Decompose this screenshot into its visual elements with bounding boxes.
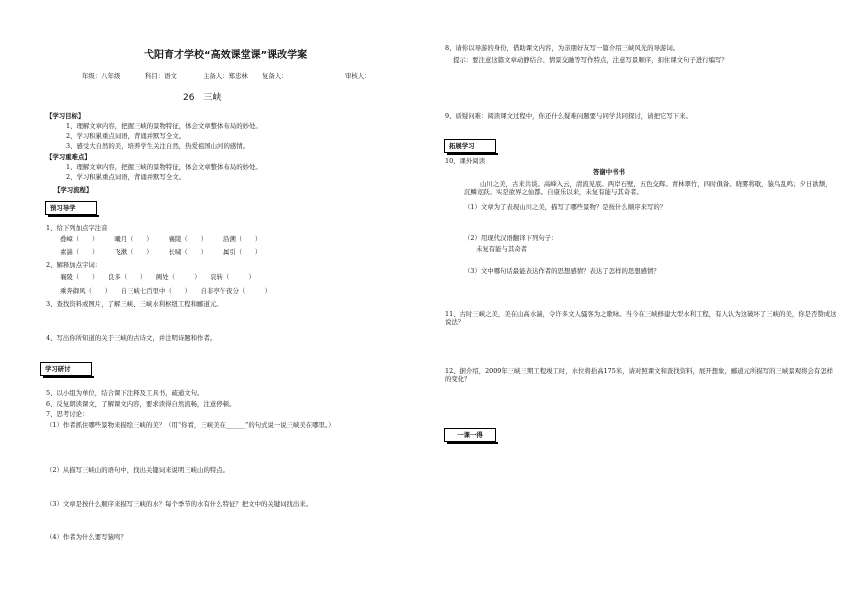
extension-section-label: 拓展学习 bbox=[444, 139, 496, 153]
discussion-sub-2: （2）从描写三峡山的语句中，找出关键词来说明三峡山的特点。 bbox=[46, 466, 230, 474]
goal-item: 3、感受大自然的美，培养学生关注自然，热爱祖国山河的感情。 bbox=[66, 142, 250, 150]
reading-passage: 山川之美，古来共谈。高峰入云，清流见底。两岸石壁，五色交辉。青林翠竹，四时俱备。晓雾将歇，猿鸟乱鸣；夕日欲颓，沉鳞竞跃。实是欲界之仙都。自康乐以来，未复有能与其奇者。 bbox=[464, 180, 832, 196]
grade-label: 年级：八年级 bbox=[82, 72, 121, 80]
question-8-hint: 提示：要注意这篇文章动静结合、情景交融等写作特点，注意写景顺序，扣住课文句子进行编写？ bbox=[453, 56, 728, 64]
co-preparer-label: 复备人： bbox=[262, 72, 288, 80]
question-6: 6、反复朗读课文，了解课文内容，要求读得自然流畅，注意停顿。 bbox=[46, 400, 236, 408]
reading-sentence: 未复有能与其奇者 bbox=[476, 245, 528, 253]
key-point-item: 1、理解文章内容，把握三峡的景物特征，体会文章整体布局的妙处。 bbox=[66, 163, 262, 171]
question-5: 5、以小组为单位，结合课下注释及工具书，疏通文句。 bbox=[46, 389, 204, 397]
question-8: 8、请你以导游的身份，借助课文内容，为亲朋好友写一篇介绍三峡风光的导游词。 bbox=[445, 44, 680, 52]
question-3: 3、查找资料或图片，了解三峡、三峡水利枢纽工程和郦道元。 bbox=[46, 300, 223, 308]
key-point-item: 2、学习积累重点词语，背诵并默写全文。 bbox=[66, 173, 186, 181]
question-12: 12、据介绍，2009年三峡三期工程竣工时，水位将抬高175米，请对照课文和查找资料，展开想象，郦道元所描写的三峡景观将会有怎样的变化？ bbox=[445, 367, 834, 383]
process-heading: 【学习流程】 bbox=[54, 186, 93, 194]
phonetic-row: 素湍（ ） 飞漱（ ） 长啸（ ） 属引（ ） bbox=[60, 248, 262, 256]
question-9: 9、质疑问难：阅读课文过程中，你还什么疑难问题要与同学共同探讨，请把它写下来。 bbox=[445, 112, 692, 120]
lesson-title: 26 三峡 bbox=[183, 93, 222, 103]
discussion-sub-3: （3）文章是按什么顺序来描写三峡的水？每个季节的水有什么特征？把文中的关键词找出来。 bbox=[46, 500, 313, 508]
phonetic-row: 叠嶂（ ） 曦月（ ） 襄陵（ ） 沿溯（ ） bbox=[60, 235, 262, 243]
reading-question-3: （3）文中哪句话最能表达作者的思想感情？表达了怎样的思想感情？ bbox=[464, 267, 660, 275]
reading-question-1: （1）文章为了表现山川之美，描写了哪些景物？是按什么顺序来写的？ bbox=[464, 203, 667, 211]
subject-label: 科目：语文 bbox=[145, 72, 177, 80]
goal-item: 1、理解文章内容，把握三峡的景物特征，体会文章整体布局的妙处。 bbox=[66, 122, 262, 130]
question-11: 11、古时三峡之美，美在山高水湍，令许多文人骚客为之歌咏。当今在三峡修建大型水利工程，有人认为这破坏了三峡的美，你是否赞成这说法？ bbox=[445, 310, 837, 326]
school-title: 弋阳育才学校“高效课堂课”课改学案 bbox=[144, 50, 308, 61]
key-points-heading: 【学习重难点】 bbox=[46, 153, 91, 161]
explain-row: 乘奔御风（ ） 自三峡七百里中（ ） 自非亭午夜分（ ） bbox=[60, 287, 271, 295]
reading-title: 答谢中书书 bbox=[593, 168, 625, 176]
reading-question-2: （2）用现代汉语翻译下列句子： bbox=[464, 234, 558, 242]
discussion-section-label: 学习研讨 bbox=[40, 362, 92, 376]
preparer-label: 主备人：郑忠林 bbox=[203, 72, 248, 80]
summary-section-label: 一课一得 bbox=[444, 428, 496, 442]
question-1: 1、给下列加点字注音 bbox=[46, 224, 108, 232]
question-10: 10、课外阅读 bbox=[445, 157, 486, 165]
goal-item: 2、学习积累重点词语，背诵并默写全文。 bbox=[66, 132, 186, 140]
question-2: 2、解释加点字词： bbox=[46, 261, 102, 269]
question-4: 4、写出你所知道的关于三峡的古诗文，并注明诗题和作者。 bbox=[46, 334, 217, 342]
question-7: 7、思考讨论： bbox=[46, 410, 89, 418]
discussion-sub-4: （4）作者为什么要写猿鸣？ bbox=[46, 533, 127, 541]
goals-heading: 【学习目标】 bbox=[46, 112, 85, 120]
discussion-sub-1: （1）作者抓住哪些景物来描绘三峡的美？（用“你看，三峡美在______”的句式说一说三峡美在哪里。） bbox=[46, 421, 335, 429]
reviewer-label: 审核人： bbox=[345, 72, 371, 80]
preview-section-label: 预习导学 bbox=[45, 201, 97, 215]
explain-row: 襄陵（ ） 良多（ ） 阙处（ ） 哀转（ ） bbox=[60, 273, 255, 281]
